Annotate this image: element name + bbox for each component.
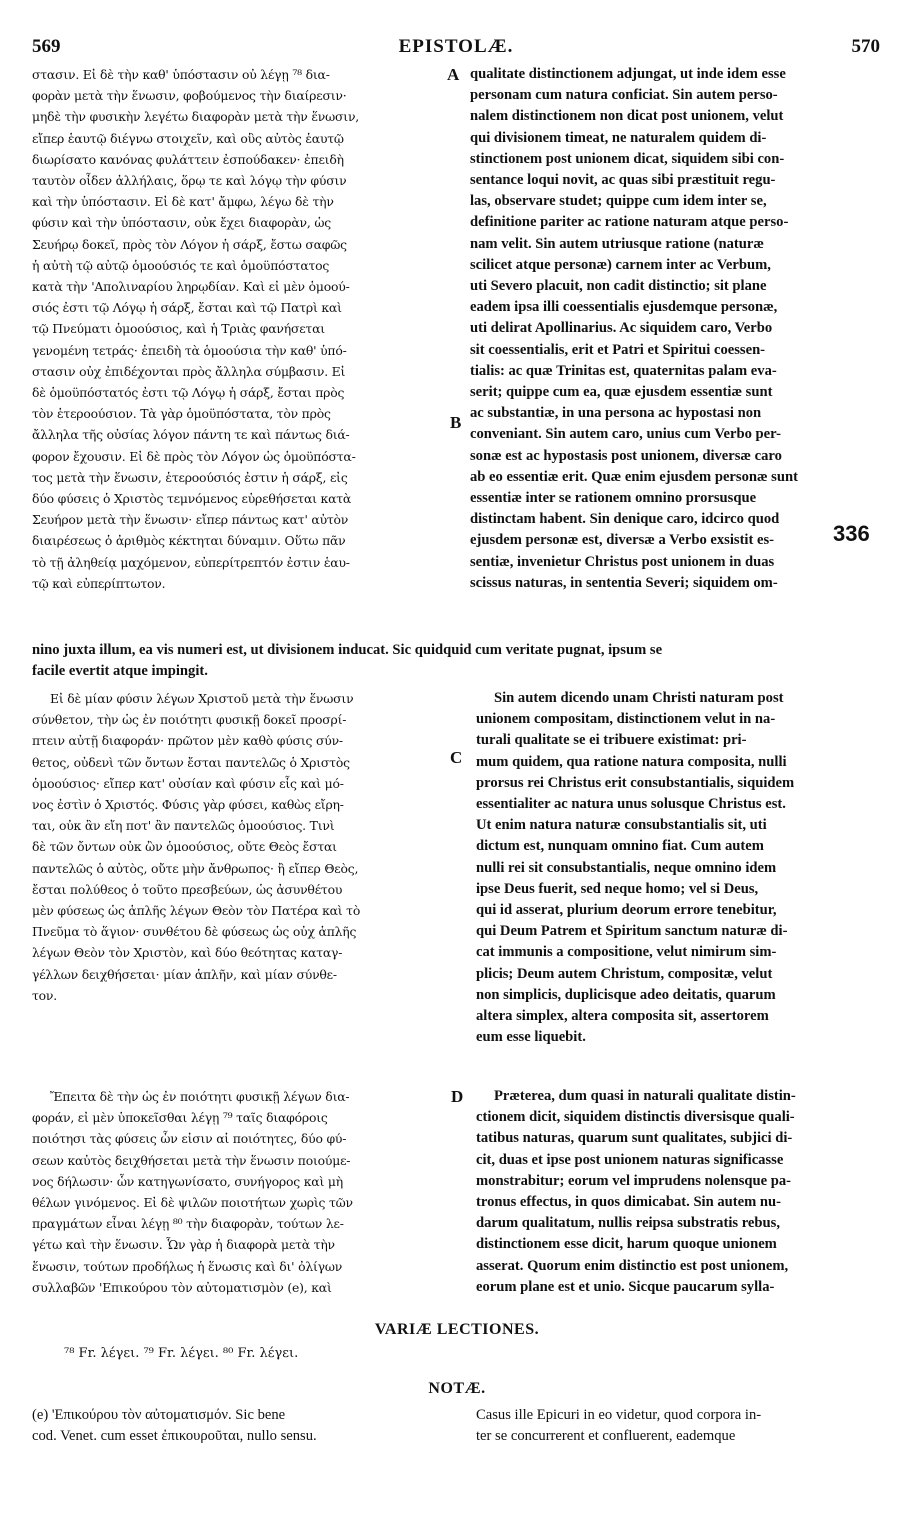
latin-text-line: qui Deum Patrem et Spiritum sanctum naturæ di-	[476, 923, 788, 940]
greek-text-line: ἕνωσιν, τούτων προδήλως ἡ ἕνωσις καὶ δι' ὀλίγων	[32, 1258, 343, 1274]
greek-text-line: παντελῶς ὁ αὐτὸς, οὔτε μὴν ἄνθρωπος· ἢ εἴπερ Θεὸς,	[32, 860, 359, 876]
margin-marker-d: D	[451, 1087, 464, 1106]
greek-text-line: Σευήρῳ δοκεῖ, πρὸς τὸν Λόγον ἡ σάρξ, ἔστω σαφῶς	[32, 236, 347, 252]
latin-text-line: mum quidem, qua ratione natura composita, nulli	[476, 753, 787, 770]
greek-text-line: θέλων γινόμενος. Εἰ δὲ ψιλῶν ποιοτήτων χωρὶς τῶν	[32, 1195, 353, 1211]
latin-text-line: prorsus rei Christus erit consubstantialis, siquidem	[476, 774, 795, 791]
greek-text-line: νος δήλωσιν· ὧν κατηγωνίσατο, συνήγορος καὶ μὴ	[32, 1173, 343, 1189]
latin-text-line: sentance loqui novit, ac quas sibi præstituit regu-	[470, 172, 776, 189]
margin-marker-a: A	[447, 65, 460, 84]
latin-text-line: ipse Deus fuerit, sed neque homo; vel si Deus,	[476, 880, 759, 897]
page-number-left: 569	[32, 36, 61, 57]
greek-text-line: φορον ἔχουσιν. Εἰ δὲ πρὸς τὸν Λόγον ὡς ὁμοϋπόστα-	[32, 448, 356, 464]
notae-heading: NOTÆ.	[428, 1380, 486, 1397]
greek-text-line: σύνθετον, τὴν ὡς ἐν ποιότητι φυσικῇ δοκεῖ προσρί-	[32, 712, 347, 728]
note-text-line: ter se concurrerent et confluerent, eademque	[476, 1428, 736, 1444]
latin-text-line: cat immunis a compositione, velut nimirum sim-	[476, 944, 777, 961]
latin-text-line: scilicet atque personæ) carnem inter ac Verbum,	[470, 256, 771, 273]
latin-text-line: nam velit. Sin autem utriusque ratione (naturæ	[470, 235, 764, 252]
latin-column-section-2	[476, 688, 880, 1068]
latin-text-line: qualitate distinctionem adjungat, ut inde idem esse	[470, 66, 786, 82]
greek-text-line: στασιν. Εἰ δὲ τὴν καθ' ὑπόστασιν οὐ λέγῃ ⁷⁸ δια-	[32, 67, 330, 82]
greek-text-line: θετος, οὐδενὶ τῶν ὄντων ἔσται παντελῶς ὁ Χριστὸς	[32, 754, 350, 770]
page-mark-336: 336	[833, 521, 870, 546]
latin-text-line: nulli rei sit consubstantialis, neque omnino idem	[476, 859, 777, 876]
latin-text-line: unionem compositam, distinctionem velut in na-	[476, 711, 776, 728]
latin-text-line: ejusdem personæ est, diversæ a Verbo exsistit es-	[470, 532, 775, 549]
greek-text-line: τῷ Πνεύματι ὁμοούσιος, καὶ ἡ Τριὰς φανήσεται	[32, 321, 325, 337]
greek-column-section-3	[32, 1086, 464, 1306]
margin-marker-c: C	[450, 748, 463, 767]
latin-text-line: ac substantiæ, in una persona ac hypostasi non	[470, 405, 762, 422]
greek-text-line: λέγων Θεὸν τὸν Χριστὸν, καὶ δύο θεότητας καταγ-	[32, 945, 343, 961]
latin-text-line: qui id asserat, plurium deorum errore tenebitur,	[476, 902, 777, 919]
notae-left-column	[32, 1405, 462, 1447]
greek-text-line: πτειν αὐτῇ διαφοράν· πρῶτον μὲν καθὸ φύσις σύν-	[32, 733, 343, 749]
latin-text-line: monstrabitur; eorum vel imprudens nolensque pa-	[476, 1172, 791, 1189]
latin-text-line: distinctionem esse dicit, harum quoque unionem	[476, 1236, 777, 1253]
greek-text-line: τῷ καὶ εὐπερίπτωτον.	[32, 575, 166, 591]
latin-text-line: essentialiter ac natura unus solusque Christus est.	[476, 796, 786, 813]
greek-text-line: Πνεῦμα τὸ ἅγιον· συνθέτου δὲ φύσεως ὡς οὐχ ἁπλῆς	[32, 924, 357, 940]
latin-text-line: tatibus naturas, quarum sunt qualitates, subjici di-	[476, 1130, 793, 1147]
greek-text-line: φοράν, εἰ μὲν ὑποκεῖσθαι λέγῃ ⁷⁹ ταῖς διαφόροις	[32, 1110, 328, 1126]
margin-marker-b: B	[450, 413, 462, 432]
latin-text-line: eadem ipsa illi coessentialis ejusdemque personæ,	[470, 299, 778, 316]
latin-text-line: las, observare studet; quippe cum idem inter se,	[470, 193, 767, 210]
greek-text-line: πραγμάτων εἶναι λέγῃ ⁸⁰ τὴν διαφορὰν, τούτων λε-	[32, 1216, 344, 1232]
latin-text-line: turali qualitate se ei tribuere existimat: pri-	[476, 732, 747, 749]
greek-text-line: Σευήρον μετὰ τὴν ἕνωσιν· εἴπερ πάντως κατ' αὐτὸν	[32, 512, 349, 528]
greek-text-line: ται, οὐκ ἂν εἴη ποτ' ἂν παντελῶς ὁμοούσιος. Τινὶ	[32, 818, 335, 834]
latin-text-line: sentiæ, invenietur Christus post unionem in duas	[470, 553, 775, 570]
greek-text-line: διαιρέσεως ὁ ἀριθμὸς κέκτηται δύναμιν. Οὕτω πᾶν	[32, 533, 346, 549]
greek-text-line: δὲ ὁμοϋπόστατός ἐστι τῷ Λόγῳ ἡ σάρξ, ἔσται πρὸς	[32, 385, 345, 401]
greek-text-line: μηδὲ τὴν φυσικὴν λεγέτω διαφορὰν μετὰ τὴν ἕνωσιν,	[32, 109, 360, 125]
greek-text-line: ταυτὸν οἶδεν ἀλλήλαις, ὅρῳ τε καὶ λόγῳ τὴν φύσιν	[32, 173, 347, 189]
latin-text-line: ctionem dicit, siquidem distinctis diversisque quali-	[476, 1109, 795, 1126]
variae-lectiones-line: ⁷⁸ Fr. λέγει. ⁷⁹ Fr. λέγει. ⁸⁰ Fr. λέγει.	[64, 1346, 299, 1361]
latin-text-line: uti delirat Apollinarius. Ac siquidem caro, Verbo	[470, 320, 773, 337]
latin-text-line: sonæ est ac hypostasis post unionem, diversæ caro	[470, 447, 782, 464]
latin-text-line: facile evertit atque impingit.	[32, 663, 208, 680]
greek-text-line: φύσιν καὶ τὴν ὑπόστασιν, οὐκ ἔχει διαφορὰν, ὡς	[32, 215, 331, 231]
latin-text-line: Præterea, dum quasi in naturali qualitate distin-	[494, 1088, 796, 1104]
latin-text-line: plicis; Deum autem Christum, compositæ, velut	[476, 965, 773, 982]
note-text-line: Casus ille Epicuri in eo videtur, quod corpora in-	[476, 1407, 762, 1423]
variae-lectiones-heading: VARIÆ LECTIONES.	[374, 1321, 540, 1338]
latin-text-line: altera simplex, altera composita sit, assertorem	[476, 1008, 769, 1025]
latin-text-line: ab eo essentiæ erit. Quæ enim ejusdem personæ sunt	[470, 468, 798, 485]
latin-text-line: cit, duas et ipse post unionem naturas significasse	[476, 1151, 784, 1168]
latin-full-width-text	[32, 640, 880, 682]
greek-text-line: γέτω καὶ τὴν ἕνωσιν. Ὧν γὰρ ἡ διαφορὰ μετὰ τὴν	[32, 1237, 335, 1253]
latin-text-line: sit coessentialis, erit et Patri et Spiritui coessen-	[470, 341, 766, 358]
page-number-right: 570	[851, 36, 880, 57]
greek-text-line: ἄλληλα τῆς οὐσίας λόγον πάντη τε καὶ πάντως διά-	[32, 427, 350, 443]
latin-text-line: asserat. Quorum enim distinctio est post unionem,	[476, 1257, 789, 1274]
greek-text-line: τον.	[32, 987, 57, 1003]
greek-text-line: διωρίσατο κανόνας φυλάττειν ἐσπούδακεν· ἐπειδὴ	[32, 151, 344, 167]
note-text-line: (e) 'Επικούρου τὸν αὐτοματισμόν. Sic bene	[32, 1407, 286, 1423]
greek-text-line: δὲ τῶν ὄντων οὐκ ὢν ὁμοούσιος, οὔτε Θεὸς ἔσται	[32, 839, 337, 855]
latin-column-section-1	[470, 64, 880, 604]
latin-text-line: nalem distinctionem non dicat post unionem, velut	[470, 108, 784, 125]
latin-text-line: tronus effectus, in quos dimicabat. Sin autem nu-	[476, 1194, 782, 1211]
latin-text-line: Sin autem dicendo unam Christi naturam post	[494, 690, 784, 706]
greek-text-line: ἡ αὐτὴ τῷ αὐτῷ ὁμοούσιός τε καὶ ὁμοϋπόστατος	[32, 257, 330, 273]
latin-text-line: uti Severo placuit, non cadit distinctio; sit plane	[470, 278, 767, 295]
greek-text-line: Εἰ δὲ μίαν φύσιν λέγων Χριστοῦ μετὰ τὴν ἕνωσιν	[50, 691, 354, 706]
greek-text-line: μὲν φύσεως ὡς ἁπλῆς λέγων Θεὸν τὸν Πατέρα καὶ τὸ	[32, 903, 361, 919]
greek-column-section-2	[32, 688, 464, 1018]
greek-text-line: σιός ἐστι τῷ Λόγῳ ἡ σάρξ, ἔσται καὶ τῷ Πατρὶ καὶ	[32, 300, 342, 316]
greek-text-line: δύο φύσεις ὁ Χριστὸς τεμνόμενος εὑρεθήσεται κατὰ	[32, 491, 352, 507]
greek-text-line: νος ἐστὶν ὁ Χριστός. Φύσις γὰρ φύσει, καθὼς εἴρη-	[32, 797, 344, 813]
latin-text-line: stinctionem post unionem dicat, siquidem sibi con-	[470, 150, 785, 167]
greek-text-line: κατὰ τὴν 'Απολιναρίου ληρῳδίαν. Καὶ εἰ μὲν ὁμοού-	[32, 279, 350, 295]
latin-text-line: personam cum natura conficiat. Sin autem perso-	[470, 87, 778, 104]
page-header	[32, 36, 880, 64]
latin-text-line: distinctam habent. Sin denique caro, idcirco quod	[470, 511, 780, 528]
latin-text-line: Ut enim natura naturæ consubstantialis sit, uti	[476, 817, 767, 834]
latin-text-line: conveniant. Sin autem caro, unius cum Verbo per-	[470, 426, 781, 443]
latin-text-line: eum esse liquebit.	[476, 1029, 586, 1046]
greek-text-line: στασιν οὐχ ἐπιδέχονται πρὸς ἄλληλα σύμβασιν. Εἰ	[32, 363, 346, 379]
greek-text-line: τὸ τῇ ἀληθείᾳ μαχόμενον, εὐπερίτρεπτόν ἐστιν ἑαυ-	[32, 554, 350, 570]
greek-text-line: ἔσται πολύθεος ὁ τοῦτο πρεσβεύων, ὡς ἀσυνθέτου	[32, 881, 343, 897]
greek-column-section-1	[32, 64, 464, 604]
greek-text-line: συλλαβῶν 'Επικούρου τὸν αὐτοματισμὸν (e), καὶ	[32, 1279, 332, 1295]
latin-text-line: essentiæ inter se rationem omnino prorsusque	[470, 490, 757, 507]
greek-text-line: καὶ τὴν ὑπόστασιν. Εἰ δὲ κατ' ἄμφω, λέγω δὲ τὴν	[32, 194, 334, 210]
latin-text-line: qui divisionem timeat, ne naturalem quidem di-	[470, 129, 767, 146]
greek-text-line: ποιότησι τὰς φύσεις ὧν εἰσιν αἱ ποιότητες, δύο φύ-	[32, 1131, 347, 1147]
running-title: EPISTOLÆ.	[398, 36, 514, 57]
latin-text-line: nino juxta illum, ea vis numeri est, ut divisionem inducat. Sic quidquid cum veritate pugnat, ipsum se	[32, 642, 663, 658]
greek-text-line: γενομένη τετράς· ἐπειδὴ τὰ ὁμοούσια τὴν καθ' ὑπό-	[32, 342, 347, 358]
greek-text-line: ὁμοούσιος· εἴπερ κατ' οὐσίαν καὶ φύσιν εἷς καὶ μό-	[32, 775, 344, 791]
note-text-line: cod. Venet. cum esset ἐπικουροῦται, nullo sensu.	[32, 1428, 317, 1444]
greek-text-line: τὸν ἑτεροούσιον. Τὰ γὰρ ὁμοϋπόστατα, τὸν πρὸς	[32, 406, 331, 422]
latin-text-line: darum qualitatum, nullis reipsa substratis rebus,	[476, 1215, 780, 1232]
latin-text-line: definitione pariter ac ratione naturam atque perso-	[470, 214, 789, 231]
latin-text-line: scissus naturas, in sententia Severi; siquidem om-	[470, 574, 778, 591]
latin-text-line: serit; quippe cum ea, quæ ejusdem essentiæ sunt	[470, 384, 773, 401]
greek-text-line: σεων καὐτὸς δειχθήσεται μετὰ τὴν ἕνωσιν ποιούμε-	[32, 1152, 351, 1168]
greek-text-line: τος μετὰ τὴν ἕνωσιν, ἑτεροούσιός ἐστιν ἡ σάρξ, εἰς	[32, 469, 348, 485]
greek-text-line: γέλλων δειχθήσεται· μίαν ἁπλῆν, καὶ μίαν σύνθε-	[32, 966, 337, 982]
greek-text-line: Ἔπειτα δὲ τὴν ὡς ἐν ποιότητι φυσικῇ λέγων δια-	[50, 1089, 350, 1104]
latin-text-line: non simplicis, duplicisque adeo deitatis, quarum	[476, 986, 776, 1003]
latin-text-line: eorum plane est et unio. Sicque paucarum sylla-	[476, 1278, 775, 1295]
latin-text-line: tialis: ac quæ Trinitas est, quaternitas palam eva-	[470, 362, 777, 379]
latin-column-section-3	[476, 1086, 880, 1306]
greek-text-line: φορὰν μετὰ τὴν ἕνωσιν, φοβούμενος τὴν διαίρεσιν·	[32, 88, 347, 104]
latin-text-line: dictum est, nunquam omnino fiat. Cum autem	[476, 838, 764, 855]
notae-right-column	[476, 1405, 880, 1447]
greek-text-line: εἴπερ ἑαυτῷ διέγνω στοιχεῖν, καὶ οὓς αὐτὸς ἑαυτῷ	[32, 130, 344, 146]
